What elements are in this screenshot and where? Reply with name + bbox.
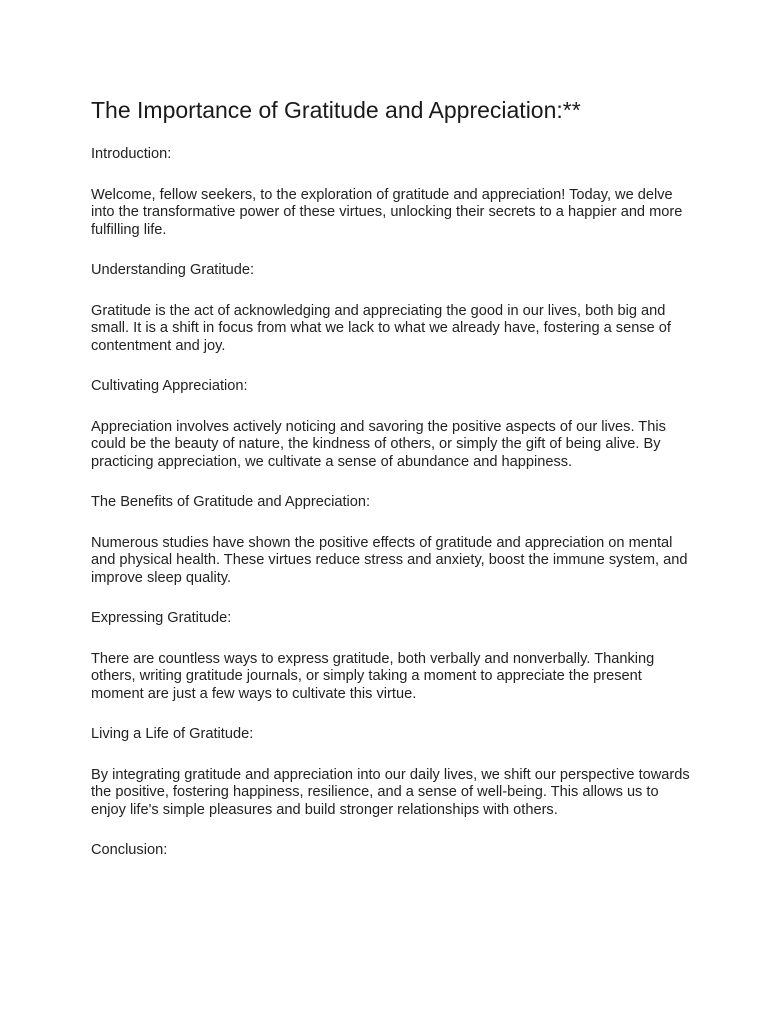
section-heading-living-gratitude: Living a Life of Gratitude: [91,726,254,742]
document-title: The Importance of Gratitude and Appreciation:** [91,97,581,123]
section-body-introduction: Welcome, fellow seekers, to the exploration of gratitude and appreciation! Today, we delve into the transformative power of these virtues, unlocking their secrets to a happier and more fulfilling life. [91,186,683,238]
section-heading-benefits: The Benefits of Gratitude and Appreciation: [91,494,371,510]
section-heading-understanding-gratitude: Understanding Gratitude: [91,262,255,278]
section-body-understanding-gratitude: Gratitude is the act of acknowledging and appreciating the good in our lives, both big and small. It is a shift in focus from what we lack to what we already have, fostering a sense of contentment and joy. [91,302,671,354]
section-body-benefits: Numerous studies have shown the positive effects of gratitude and appreciation on mental and physical health. These virtues reduce stress and anxiety, boost the immune system, and improve sleep quality. [91,534,688,586]
section-body-living-gratitude: By integrating gratitude and appreciation into our daily lives, we shift our perspective towards the positive, fostering happiness, resilience, and a sense of well-being. This allows us to enjoy life's simple pleasures and build stronger relationships with others. [91,766,690,818]
section-body-expressing-gratitude: There are countless ways to express gratitude, both verbally and nonverbally. Thanking others, writing gratitude journals, or simply taking a moment to appreciate the present moment are just a few ways to cultivate this virtue. [91,650,655,702]
section-heading-cultivating-appreciation: Cultivating Appreciation: [91,378,248,394]
section-body-cultivating-appreciation: Appreciation involves actively noticing and savoring the positive aspects of our lives. This could be the beauty of nature, the kindness of others, or simply the gift of being alive. By practicing appreciation, we cultivate a sense of abundance and happiness. [91,418,666,470]
document-content [91,96,691,883]
section-heading-conclusion: Conclusion: [91,842,168,858]
section-heading-expressing-gratitude: Expressing Gratitude: [91,610,232,626]
section-heading-introduction: Introduction: [91,146,172,162]
